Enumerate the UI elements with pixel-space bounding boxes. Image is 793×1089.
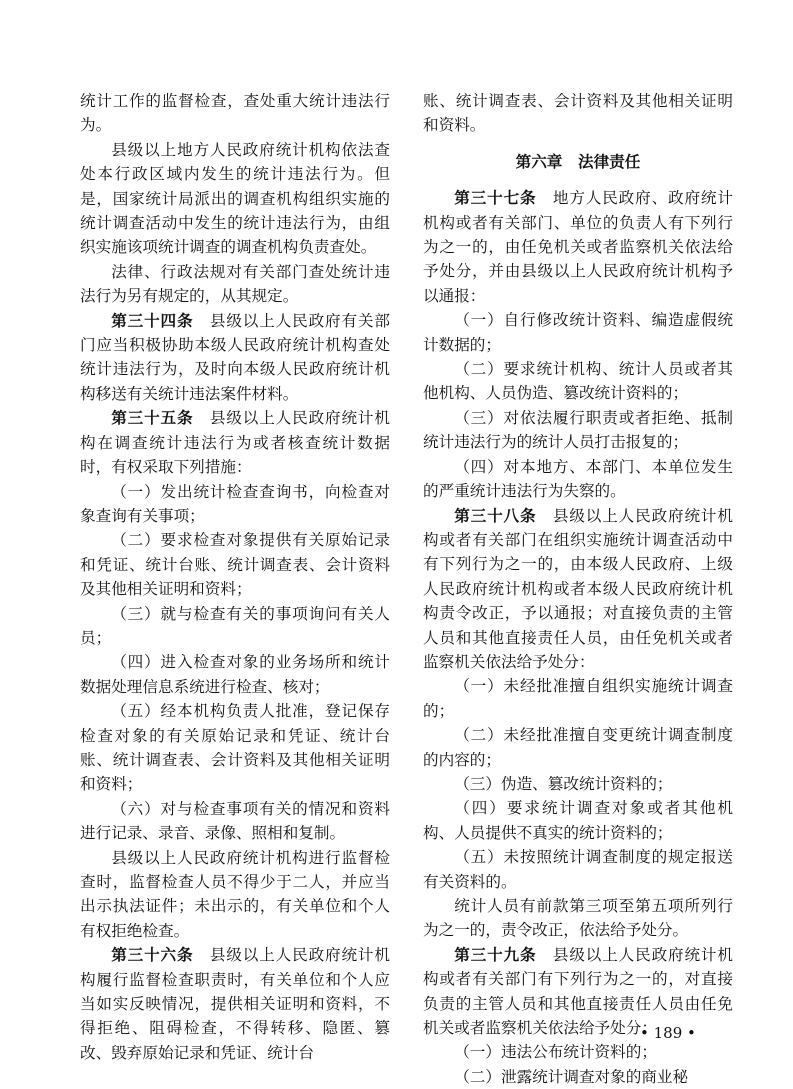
list-item: （六）对与检查事项有关的情况和资料进行记录、录音、录像、照相和复制。 bbox=[80, 799, 390, 843]
list-item: （四）进入检查对象的业务场所和统计数据处理信息系统进行检查、核对； bbox=[80, 653, 390, 696]
article-37: 第三十七条 地方人民政府、政府统计机构或者有关部门、单位的负责人有下列行为之一的，由任免机关或者监察机关依法给予处分，并由县级以上人民政府统计机构予以通报： bbox=[423, 188, 733, 305]
article-39: 第三十九条 县级以上人民政府统计机构或者有关部门有下列行为之一的，对直接负责的主管人员和其他直接责任人员由任免机关或者监察机关依法给予处分： bbox=[423, 944, 733, 1038]
article-number: 第三十八条 bbox=[454, 505, 537, 525]
list-item: （三）伪造、篡改统计资料的； bbox=[454, 774, 673, 793]
list-item: （一）违法公布统计资料的； bbox=[454, 1043, 657, 1062]
list-item: （五）未按照统计调查制度的规定报送有关资料的。 bbox=[423, 848, 733, 891]
article-number: 第三十七条 bbox=[454, 188, 537, 208]
paragraph: 统计工作的监督检查，查处重大统计违法行为。 bbox=[80, 92, 390, 135]
list-item: （三）对依法履行职责或者拒绝、抵制统计违法行为的统计人员打击报复的； bbox=[423, 408, 733, 452]
paragraph: 县级以上地方人民政府统计机构依法查处本行政区域内发生的统计违法行为。但是，国家统计局派出的调查机构组织实施的统计调查活动中发生的统计违法行为，由组织实施该项统计调查的调查机构负责查处。 bbox=[80, 140, 390, 257]
list-item: （二）要求检查对象提供有关原始记录和凭证、统计台账、统计调查表、会计资料及其他相关证明和资料； bbox=[80, 531, 390, 599]
list-item: （四）要求统计调查对象或者其他机构、人员提供不真实的统计资料的； bbox=[423, 799, 733, 842]
article-34: 第三十四条 县级以上人民政府有关部门应当积极协助本级人民政府统计机构查处统计违法行为，及时向本级人民政府统计机构移送有关统计违法案件材料。 bbox=[80, 310, 390, 403]
right-column bbox=[423, 89, 733, 1089]
paragraph: 统计人员有前款第三项至第五项所列行为之一的，责令改正，依法给予处分。 bbox=[423, 897, 733, 940]
list-item: （二）泄露统计调查对象的商业秘 bbox=[454, 1067, 689, 1086]
article-35: 第三十五条 县级以上人民政府统计机构在调查统计违法行为或者核查统计数据时，有权采取下列措施： bbox=[80, 408, 390, 477]
paragraph: 县级以上人民政府统计机构进行监督检查时，监督检查人员不得少于二人，并应当出示执法证件；未出示的，有关单位和个人有权拒绝检查。 bbox=[80, 848, 390, 940]
list-item: （二）未经批准擅自变更统计调查制度的内容的； bbox=[423, 726, 733, 769]
article-number: 第三十四条 bbox=[111, 310, 194, 330]
paragraph: 法律、行政法规对有关部门查处统计违法行为另有规定的，从其规定。 bbox=[80, 262, 390, 306]
page-number: • 189 • bbox=[640, 1024, 696, 1042]
article-number: 第三十五条 bbox=[111, 408, 194, 428]
article-38: 第三十八条 县级以上人民政府统计机构或者有关部门在组织实施统计调查活动中有下列行为之一的，由本级人民政府、上级人民政府统计机构或者本级人民政府统计机构责令改正，予以通报；对直接负责的主管人员和其他直接责任人员，由任免机关或者监察机关依法给予处分： bbox=[423, 505, 733, 671]
chapter-title: 第六章 法律责任 bbox=[515, 151, 641, 171]
article-number: 第三十九条 bbox=[454, 944, 537, 964]
article-36: 第三十六条 县级以上人民政府统计机构履行监督检查职责时，有关单位和个人应当如实反映情况，提供相关证明和资料，不得拒绝、阻碍检查，不得转移、隐匿、篡改、毁弃原始记录和凭证、统计台 bbox=[80, 945, 390, 1062]
list-item: （四）对本地方、本部门、本单位发生的严重统计违法行为失察的。 bbox=[423, 457, 733, 501]
list-item: （五）经本机构负责人批准，登记保存检查对象的有关原始记录和凭证、统计台账、统计调查表、会计资料及其他相关证明和资料； bbox=[80, 702, 390, 794]
list-item: （二）要求统计机构、统计人员或者其他机构、人员伪造、篡改统计资料的； bbox=[423, 360, 733, 403]
list-item: （三）就与检查有关的事项询问有关人员； bbox=[80, 604, 390, 647]
list-item: （一）发出统计检查查询书，向检查对象查询有关事项； bbox=[80, 482, 390, 525]
list-item: （一）自行修改统计资料、编造虚假统计数据的； bbox=[423, 311, 733, 354]
list-item: （一）未经批准擅自组织实施统计调查的； bbox=[423, 677, 733, 720]
article-number: 第三十六条 bbox=[111, 945, 194, 965]
left-column bbox=[80, 89, 390, 1065]
paragraph: 账、统计调查表、会计资料及其他相关证明和资料。 bbox=[423, 92, 733, 135]
